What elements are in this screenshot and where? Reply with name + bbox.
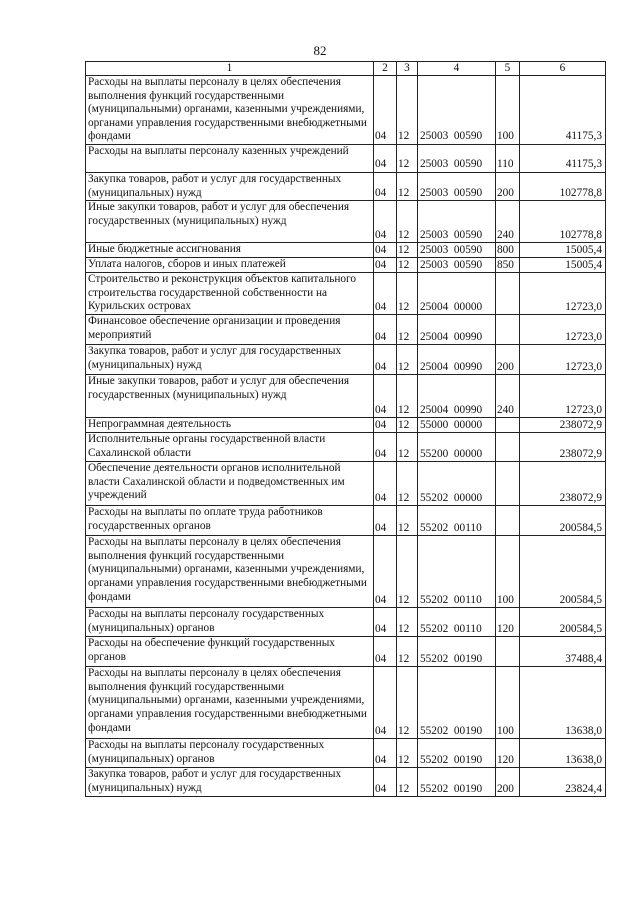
- header-col-5: 5: [496, 62, 520, 76]
- row-target-code: 55202 00000: [418, 462, 496, 506]
- row-name: Закупка товаров, работ и услуг для государственных (муниципальных) нужд: [86, 768, 374, 797]
- row-expense-type: [496, 418, 520, 433]
- row-name: Закупка товаров, работ и услуг для государственных (муниципальных) нужд: [86, 172, 374, 200]
- row-amount: 12723,0: [520, 315, 606, 345]
- row-target-code: 55202 00190: [418, 739, 496, 768]
- row-section: 04: [374, 739, 397, 768]
- row-target-code: 55202 00190: [418, 667, 496, 739]
- row-expense-type: 120: [496, 739, 520, 768]
- row-expense-type: 200: [496, 345, 520, 375]
- row-amount: 13638,0: [520, 739, 606, 768]
- row-section: 04: [374, 172, 397, 200]
- row-subsection: 12: [397, 243, 418, 258]
- row-amount: 37488,4: [520, 637, 606, 667]
- row-section: 04: [374, 462, 397, 506]
- table-row: [86, 201, 606, 243]
- row-section: 04: [374, 243, 397, 258]
- row-target-code: 55000 00000: [418, 418, 496, 433]
- row-name: Исполнительные органы государственной власти Сахалинской области: [86, 433, 374, 462]
- header-col-6: 6: [520, 62, 606, 76]
- row-expense-type: 110: [496, 144, 520, 172]
- table-row: [86, 243, 606, 258]
- row-amount: 200584,5: [520, 506, 606, 536]
- table-row: [86, 637, 606, 667]
- row-name: Расходы на выплаты персоналу в целях обеспечения выполнения функций государственными (муниципальными) органами, казенными учреждениями, органами управления государственными внебюджетными фондами: [86, 667, 374, 739]
- row-section: 04: [374, 433, 397, 462]
- row-name: Расходы на выплаты по оплате труда работников государственных органов: [86, 506, 374, 536]
- row-amount: 200584,5: [520, 608, 606, 637]
- row-section: 04: [374, 375, 397, 418]
- row-subsection: 12: [397, 506, 418, 536]
- row-name: Расходы на выплаты персоналу казенных учреждений: [86, 144, 374, 172]
- table-row: [86, 667, 606, 739]
- table-row: [86, 76, 606, 145]
- table-row: [86, 608, 606, 637]
- row-expense-type: [496, 637, 520, 667]
- row-name: Расходы на выплаты персоналу в целях обеспечения выполнения функций государственными (муниципальными) органами, казенными учреждениями, органами управления государственными внебюджетными фондами: [86, 76, 374, 145]
- row-name: Расходы на выплаты персоналу государственных (муниципальных) органов: [86, 608, 374, 637]
- table-row: [86, 315, 606, 345]
- table-row: [86, 739, 606, 768]
- row-expense-type: [496, 433, 520, 462]
- row-amount: 13638,0: [520, 667, 606, 739]
- row-expense-type: 100: [496, 667, 520, 739]
- row-target-code: 55200 00000: [418, 433, 496, 462]
- row-name: Непрограммная деятельность: [86, 418, 374, 433]
- row-expense-type: 800: [496, 243, 520, 258]
- row-expense-type: 100: [496, 536, 520, 608]
- header-col-1: 1: [86, 62, 374, 76]
- row-section: 04: [374, 258, 397, 273]
- row-section: 04: [374, 608, 397, 637]
- row-amount: 12723,0: [520, 375, 606, 418]
- row-section: 04: [374, 273, 397, 315]
- row-section: 04: [374, 667, 397, 739]
- row-amount: 15005,4: [520, 243, 606, 258]
- table-row: [86, 172, 606, 200]
- row-expense-type: 200: [496, 172, 520, 200]
- row-name: Уплата налогов, сборов и иных платежей: [86, 258, 374, 273]
- row-section: 04: [374, 637, 397, 667]
- row-target-code: 25004 00000: [418, 273, 496, 315]
- row-name: Иные закупки товаров, работ и услуг для обеспечения государственных (муниципальных) нужд: [86, 375, 374, 418]
- row-subsection: 12: [397, 315, 418, 345]
- row-expense-type: [496, 315, 520, 345]
- row-expense-type: 240: [496, 201, 520, 243]
- header-col-2: 2: [374, 62, 397, 76]
- row-amount: 238072,9: [520, 418, 606, 433]
- row-amount: 238072,9: [520, 462, 606, 506]
- row-amount: 102778,8: [520, 201, 606, 243]
- row-target-code: 55202 00190: [418, 768, 496, 797]
- row-name: Обеспечение деятельности органов исполнительной власти Сахалинской области и подведомственных им учреждений: [86, 462, 374, 506]
- table-row: [86, 273, 606, 315]
- table-row: [86, 258, 606, 273]
- row-section: 04: [374, 536, 397, 608]
- row-section: 04: [374, 768, 397, 797]
- row-expense-type: 100: [496, 76, 520, 145]
- row-amount: 12723,0: [520, 345, 606, 375]
- table-row: [86, 418, 606, 433]
- row-name: Иные закупки товаров, работ и услуг для обеспечения государственных (муниципальных) нужд: [86, 201, 374, 243]
- row-subsection: 12: [397, 667, 418, 739]
- row-subsection: 12: [397, 201, 418, 243]
- header-col-3: 3: [397, 62, 418, 76]
- row-section: 04: [374, 418, 397, 433]
- row-section: 04: [374, 345, 397, 375]
- row-amount: 23824,4: [520, 768, 606, 797]
- table-row: [86, 144, 606, 172]
- row-section: 04: [374, 201, 397, 243]
- row-amount: 200584,5: [520, 536, 606, 608]
- row-expense-type: [496, 273, 520, 315]
- table-row: [86, 433, 606, 462]
- row-amount: 41175,3: [520, 76, 606, 145]
- row-section: 04: [374, 76, 397, 145]
- row-target-code: 25003 00590: [418, 144, 496, 172]
- row-subsection: 12: [397, 144, 418, 172]
- table-row: [86, 375, 606, 418]
- row-target-code: 25004 00990: [418, 315, 496, 345]
- row-subsection: 12: [397, 418, 418, 433]
- table-row: [86, 462, 606, 506]
- row-expense-type: 240: [496, 375, 520, 418]
- row-amount: 41175,3: [520, 144, 606, 172]
- row-name: Расходы на выплаты персоналу государственных (муниципальных) органов: [86, 739, 374, 768]
- row-subsection: 12: [397, 536, 418, 608]
- row-target-code: 25004 00990: [418, 375, 496, 418]
- row-name: Расходы на выплаты персоналу в целях обеспечения выполнения функций государственными (муниципальными) органами, казенными учреждениями, органами управления государственными внебюджетными фондами: [86, 536, 374, 608]
- row-subsection: 12: [397, 258, 418, 273]
- table-row: [86, 345, 606, 375]
- page-number: 82: [313, 43, 327, 58]
- header-col-4: 4: [418, 62, 496, 76]
- row-amount: 238072,9: [520, 433, 606, 462]
- table-row: [86, 768, 606, 797]
- row-name: Финансовое обеспечение организации и проведения мероприятий: [86, 315, 374, 345]
- row-expense-type: 120: [496, 608, 520, 637]
- table-row: [86, 506, 606, 536]
- row-amount: 12723,0: [520, 273, 606, 315]
- row-subsection: 12: [397, 273, 418, 315]
- row-name: Иные бюджетные ассигнования: [86, 243, 374, 258]
- row-subsection: 12: [397, 76, 418, 145]
- row-name: Закупка товаров, работ и услуг для государственных (муниципальных) нужд: [86, 345, 374, 375]
- row-target-code: 25003 00590: [418, 258, 496, 273]
- row-target-code: 25003 00590: [418, 172, 496, 200]
- row-subsection: 12: [397, 739, 418, 768]
- row-target-code: 25004 00990: [418, 345, 496, 375]
- row-subsection: 12: [397, 172, 418, 200]
- row-subsection: 12: [397, 637, 418, 667]
- row-target-code: 25003 00590: [418, 243, 496, 258]
- row-amount: 15005,4: [520, 258, 606, 273]
- row-subsection: 12: [397, 768, 418, 797]
- row-target-code: 55202 00110: [418, 536, 496, 608]
- row-target-code: 25003 00590: [418, 201, 496, 243]
- row-subsection: 12: [397, 345, 418, 375]
- row-subsection: 12: [397, 375, 418, 418]
- row-section: 04: [374, 315, 397, 345]
- table-row: [86, 536, 606, 608]
- row-amount: 102778,8: [520, 172, 606, 200]
- row-subsection: 12: [397, 433, 418, 462]
- budget-table: [85, 61, 606, 797]
- row-target-code: 25003 00590: [418, 76, 496, 145]
- row-subsection: 12: [397, 608, 418, 637]
- row-expense-type: [496, 462, 520, 506]
- row-expense-type: 850: [496, 258, 520, 273]
- row-target-code: 55202 00110: [418, 608, 496, 637]
- row-section: 04: [374, 506, 397, 536]
- row-name: Строительство и реконструкция объектов капитального строительства государственной собственности на Курильских островах: [86, 273, 374, 315]
- row-name: Расходы на обеспечение функций государственных органов: [86, 637, 374, 667]
- row-expense-type: [496, 506, 520, 536]
- row-target-code: 55202 00110: [418, 506, 496, 536]
- header-row: [86, 62, 606, 76]
- row-target-code: 55202 00190: [418, 637, 496, 667]
- row-expense-type: 200: [496, 768, 520, 797]
- row-subsection: 12: [397, 462, 418, 506]
- row-section: 04: [374, 144, 397, 172]
